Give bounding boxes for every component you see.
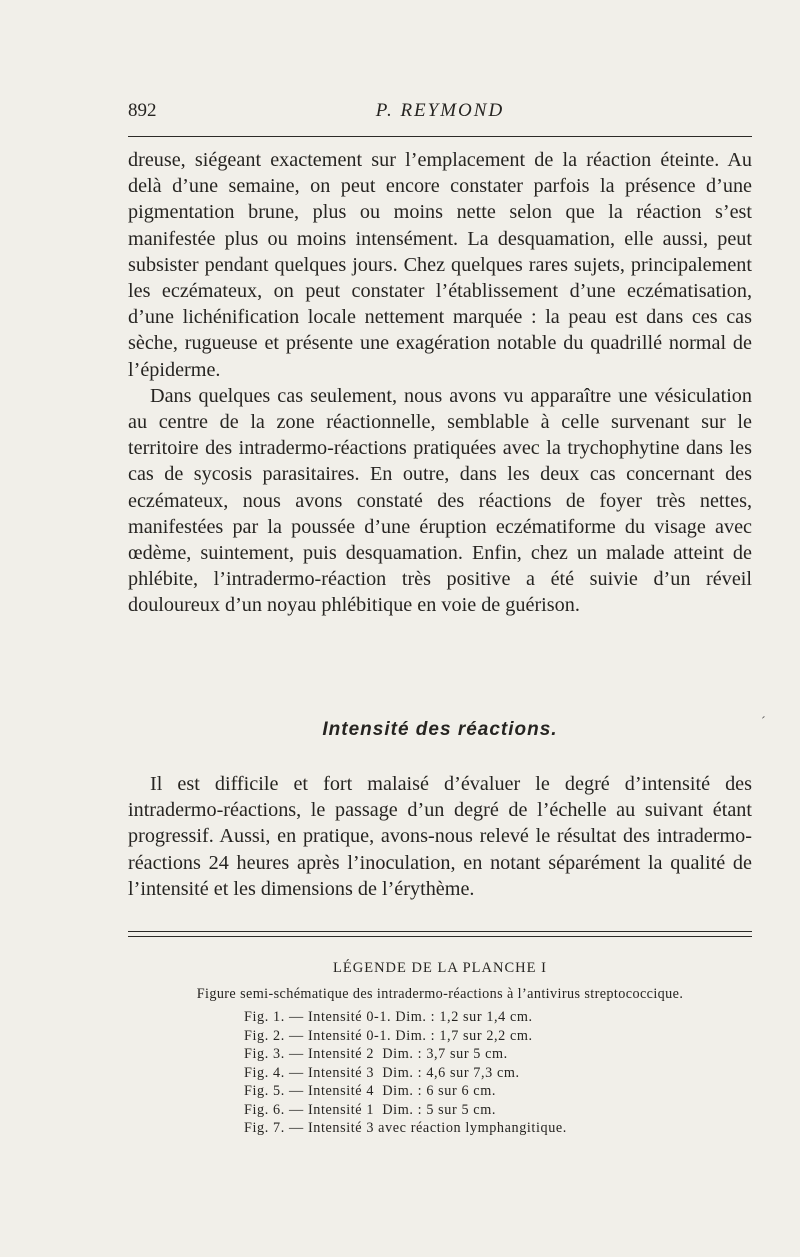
header-rule xyxy=(128,136,752,137)
legend-item: Fig. 7. — Intensité 3 avec réaction lymphangitique. xyxy=(244,1120,567,1136)
section-text xyxy=(128,771,752,902)
legend-subtitle: Figure semi-schématique des intradermo-réactions à l’antivirus streptococcique. xyxy=(196,986,684,1002)
legend-item: Fig. 6. — Intensité 1 Dim. : 5 sur 5 cm. xyxy=(244,1101,496,1118)
paragraph-continuation: dreuse, siégeant exactement sur l’emplacement de la réaction éteinte. Au delà d’une semaine, on peut encore constater parfois la présence d’une pigmentation brune, plus ou moins nette selon que la réaction s’est manifestée plus ou moins intensément. La desquamation, elle aussi, peut subsister pendant quelques jours. Chez quelques rares sujets, principalement les eczémateux, on peut constater l’établissement d’une eczématisation, d’une lichénification locale nettement marquée : la peau est dans ces cas sèche, rugueuse et présente une exagération notable du quadrillé normal de l’épiderme. xyxy=(128,149,752,381)
section-title: Intensité des réactions. xyxy=(322,719,558,740)
legend-item: Fig. 2. — Intensité 0-1. Dim. : 1,7 sur 2,2 cm. xyxy=(244,1027,533,1044)
legend-item: Fig. 5. — Intensité 4 Dim. : 6 sur 6 cm. xyxy=(244,1083,496,1099)
legend-separator xyxy=(128,931,752,937)
legend-title: LÉGENDE DE LA PLANCHE I xyxy=(333,960,547,976)
paragraph-vesiculation: Dans quelques cas seulement, nous avons vu apparaître une vésiculation au centre de la zone réactionnelle, semblable à celle survenant sur le territoire des intradermo-réactions pratiquées avec la trychophytine dans les cas de sycosis parasitaires. En outre, dans les deux cas concernant des eczémateux, nous avons constaté des réactions de foyer très nettes, manifestées par la poussée d’une éruption eczématiforme du visage avec œdème, suintement, puis desquamation. Enfin, chez un malade atteint de phlébite, l’intradermo-réaction très positive a été suivie d’un réveil douloureux d’un noyau phlébitique en voie de guérison. xyxy=(128,384,752,617)
page-number: 892 xyxy=(128,100,157,121)
legend-item: Fig. 4. — Intensité 3 Dim. : 4,6 sur 7,3 cm. xyxy=(244,1064,520,1081)
paragraph-intensity: Il est difficile et fort malaisé d’évaluer le degré d’intensité des intradermo-réactions, le passage d’un degré de l’échelle au suivant étant progressif. Aussi, en pratique, avons-nous relevé le résultat des intradermo-réactions 24 heures après l’inoculation, en notant séparément la qualité de l’intensité et les dimensions de l’érythème. xyxy=(128,773,752,900)
running-head: P. REYMOND xyxy=(375,100,505,121)
body-text xyxy=(128,147,752,619)
legend-list xyxy=(244,1008,567,1138)
print-speck: ´ xyxy=(761,715,766,730)
legend-item: Fig. 1. — Intensité 0-1. Dim. : 1,2 sur 1,4 cm. xyxy=(244,1009,533,1025)
legend-item: Fig. 3. — Intensité 2 Dim. : 3,7 sur 5 cm. xyxy=(244,1046,508,1062)
page-header xyxy=(128,100,752,134)
